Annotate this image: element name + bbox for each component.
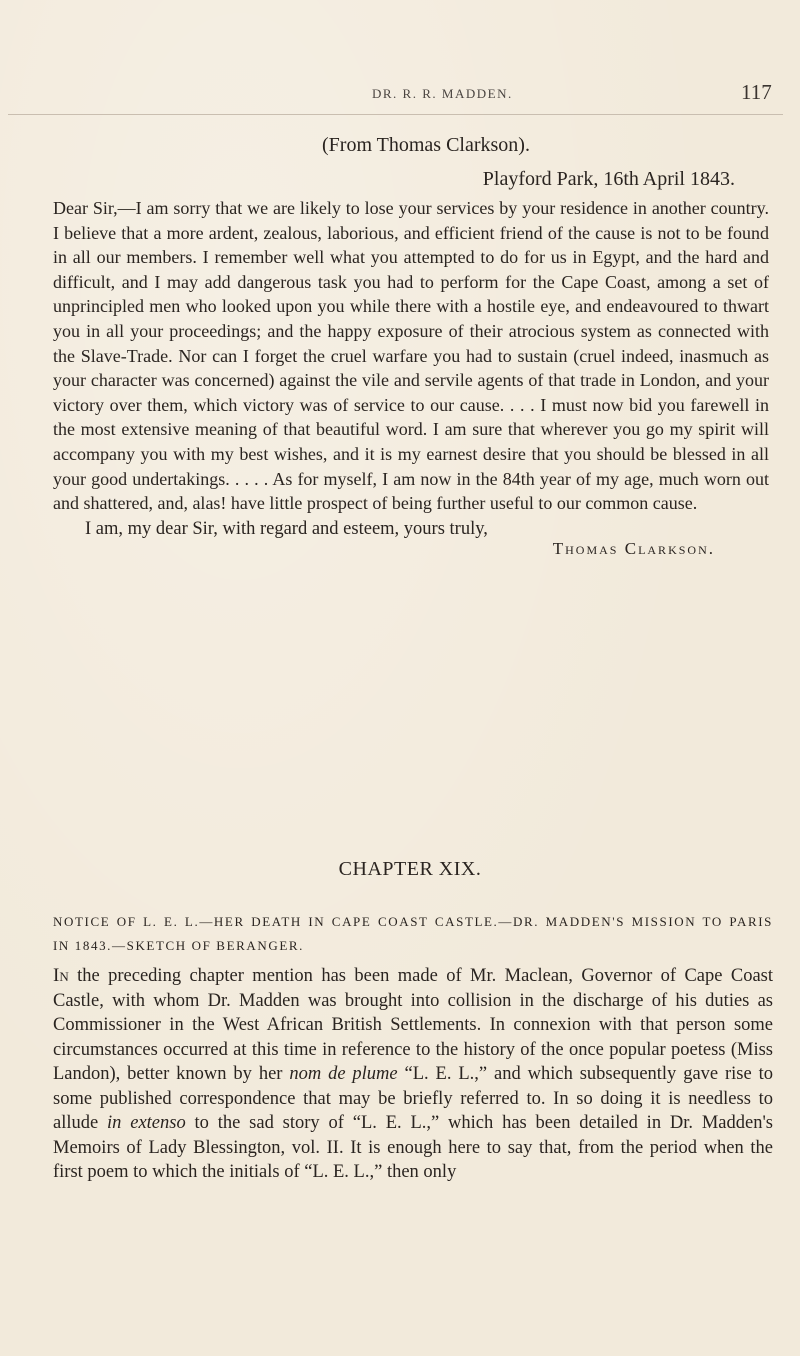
chapter-text-part3: to the sad story of “L. E. L.,” which has been detailed in Dr. Madden's Memoirs of Lady Blessington, vol. II. It is enough here to say that, from the period when the first poem to which the initials of “L. E. L.,” then only	[53, 1113, 773, 1182]
letter-closing: I am, my dear Sir, with regard and esteem, yours truly,	[85, 518, 488, 539]
chapter-text-part2: “L. E. L.,” and which subsequently gave rise to some published correspondence that may be briefly referred to. In so doing it is needless to allude	[53, 1064, 773, 1133]
chapter-synopsis: NOTICE OF L. E. L.—HER DEATH IN CAPE COAST CASTLE.—DR. MADDEN'S MISSION TO PARIS IN 1843.—SKETCH OF BERANGER.	[53, 914, 773, 953]
letter-place-date: Playford Park, 16th April 1843.	[482, 168, 735, 190]
clarkson-letter	[53, 133, 769, 559]
running-head	[0, 80, 800, 126]
running-title: DR. R. R. MADDEN.	[372, 86, 513, 101]
chapter-title: CHAPTER XIX.	[338, 858, 482, 880]
chapter-italic-in-extenso: in extenso	[107, 1113, 186, 1133]
chapter-body	[53, 964, 773, 1185]
chapter-text-part1: the preceding chapter mention has been made of Mr. Maclean, Governor of Cape Coast Castle, with whom Dr. Madden was brought into collision in the discharge of his duties as Commissioner in the West African British Settlements. In connexion with that person some circumstances occurred at this time in reference to the history of the once popular poetess (Miss Landon), better known by her	[53, 966, 773, 1084]
chapter-italic-nom-de-plume: nom de plume	[289, 1064, 398, 1084]
page-number: 117	[741, 80, 772, 104]
letter-signature: Thomas Clarkson.	[552, 539, 715, 559]
letter-attribution: (From Thomas Clarkson).	[322, 134, 530, 156]
header-rule	[8, 114, 783, 115]
letter-body: Dear Sir,—I am sorry that we are likely to lose your services by your residence in another country. I believe that a more ardent, zealous, laborious, and efficient friend of the cause is not to be found in all our members. I remember well what you attempted to do for us in Egypt, and the hard and difficult, and I may add dangerous task you had to perform for the Cape Coast, among a set of unprincipled men who looked upon you while there with a hostile eye, and endeavoured to thwart you in all your proceedings; and the happy exposure of their atrocious system as connected with the Slave-Trade. Nor can I forget the cruel warfare you had to sustain (cruel indeed, inasmuch as your character was concerned) against the vile and servile agents of that trade in London, and your victory over them, which victory was of service to our cause. . . . I must now bid you farewell in the most extensive meaning of that beautiful word. I am sure that wherever you go my spirit will accompany you with my best wishes, and it is my earnest desire that you should be blessed in all your good undertakings. . . . . As for myself, I am now in the 84th year of my age, much worn out and shattered, and, alas! have little prospect of being further useful to our common cause.	[53, 198, 769, 514]
chapter-opening-word: In	[53, 965, 69, 986]
